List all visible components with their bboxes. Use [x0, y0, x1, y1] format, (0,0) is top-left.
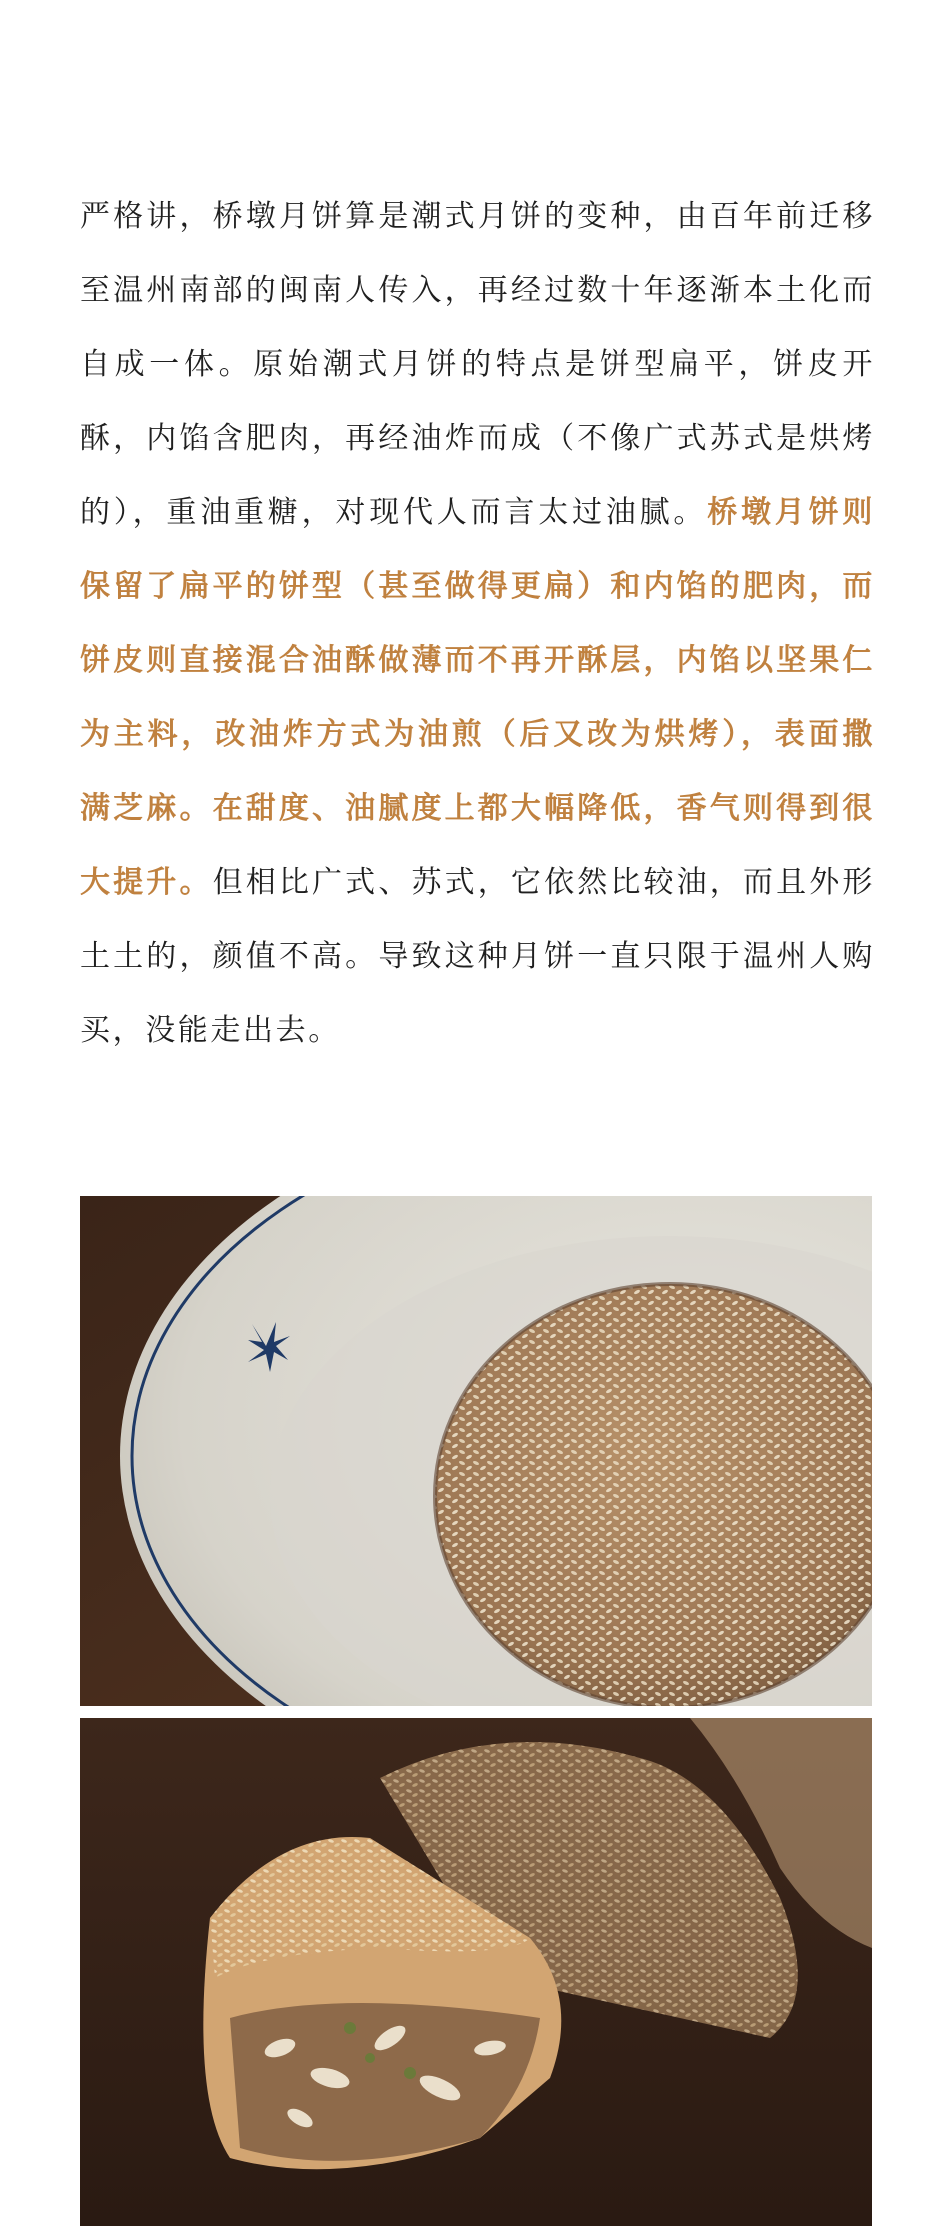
cut-mooncake-photo — [80, 1718, 872, 2226]
mooncake-on-plate-photo — [80, 1196, 872, 1706]
article-text-part2: 但相比广式、苏式，它依然比较油，而且外形土土的，颜值不高。导致这种月饼一直只限于温州人购买，没能走出去。 — [80, 865, 875, 1048]
article-highlight: 桥墩月饼则保留了扁平的饼型（甚至做得更扁）和内馅的肥肉，而饼皮则直接混合油酥做薄而不再开酥层，内馅以坚果仁为主料，改油炸方式为油煎（后又改为烘烤），表面撒满芝麻。在甜度、油腻度上都大幅降低，香气则得到很大提升。 — [80, 495, 876, 900]
article-paragraph — [80, 180, 875, 1068]
article-text-part1: 严格讲，桥墩月饼算是潮式月饼的变种，由百年前迁移至温州南部的闽南人传入，再经过数十年逐渐本土化而自成一体。原始潮式月饼的特点是饼型扁平，饼皮开酥，内馅含肥肉，再经油炸而成（不像广式苏式是烘烤的），重油重糖，对现代人而言太过油腻。 — [80, 199, 875, 530]
